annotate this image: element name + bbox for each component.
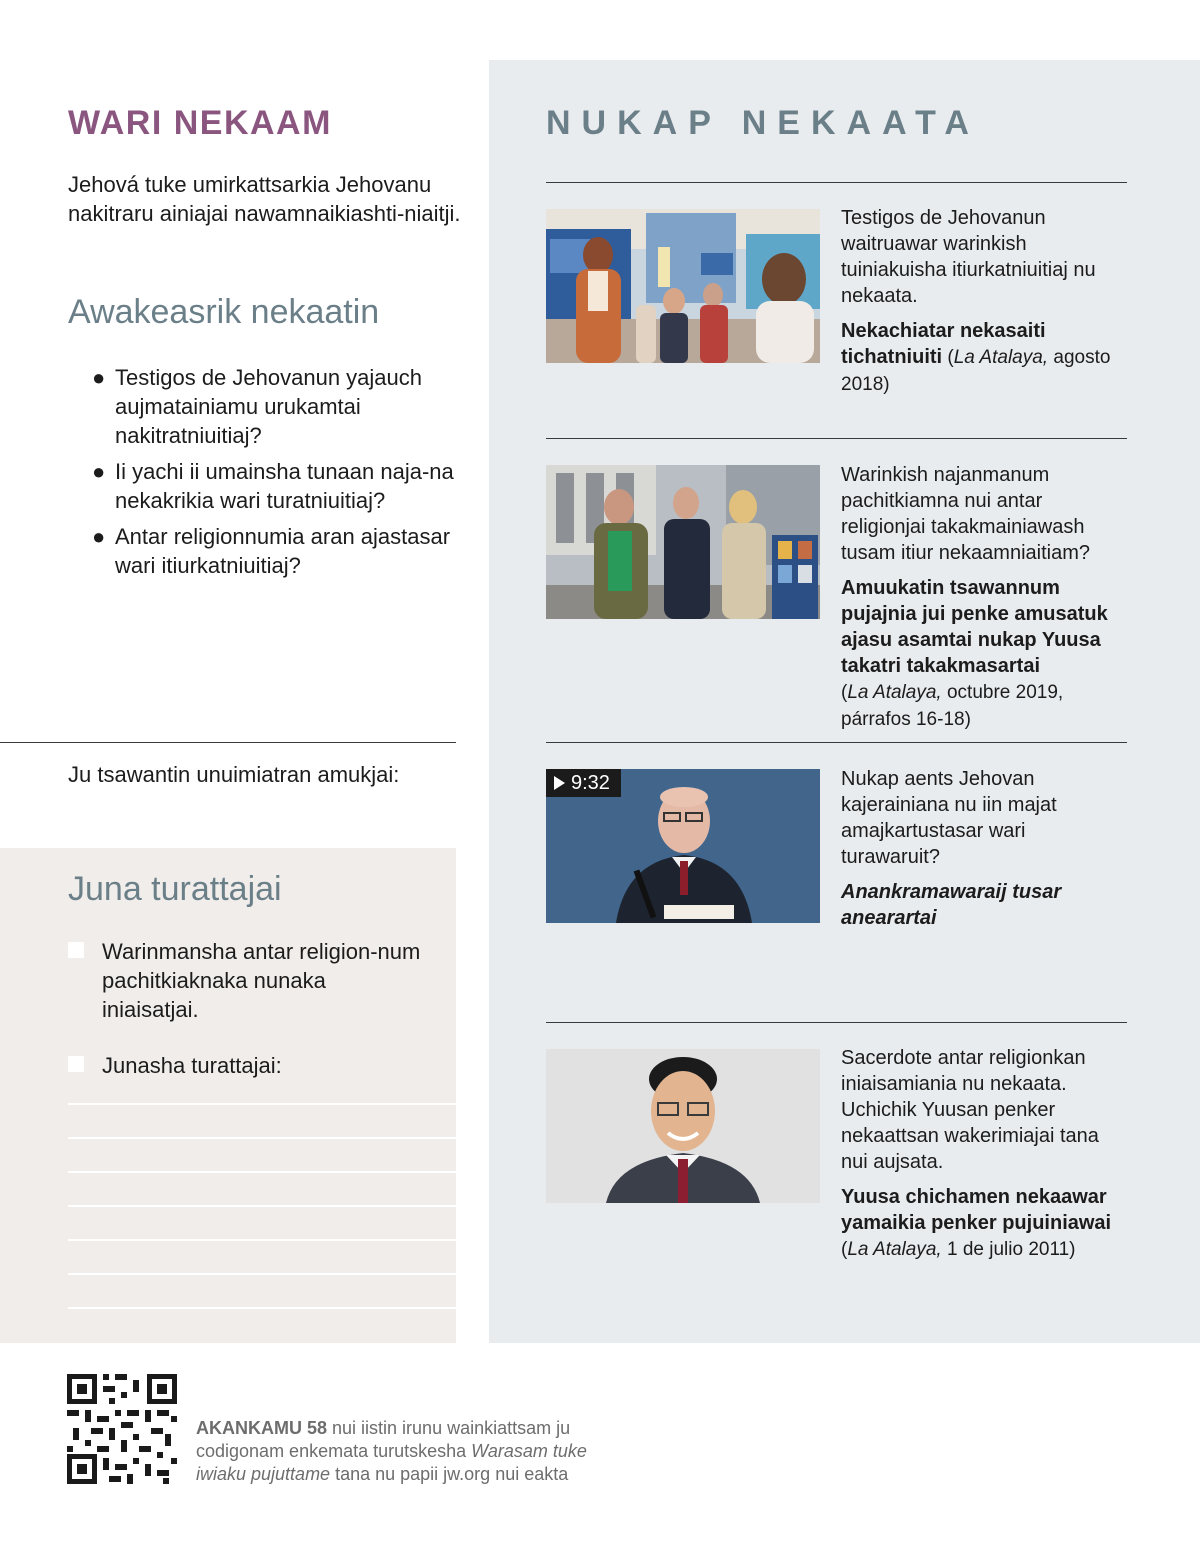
source-title[interactable]: Amuukatin tsawannum pujajnia jui penke amusatuk ajasu asamtai nukap Yuusa takatri takakmasartai xyxy=(841,577,1108,677)
entry-question: Nukap aents Jehovan kajerainiana nu iin majat amajkartustasar wari turawaruit? xyxy=(841,768,1057,868)
footer-note xyxy=(196,1417,636,1486)
write-line[interactable] xyxy=(68,1273,456,1275)
explore-entry xyxy=(841,462,1121,733)
source-citation-rest: agosto 2018) xyxy=(841,347,1111,395)
people-phones-illustration[interactable] xyxy=(546,209,820,363)
bullet-icon: ● xyxy=(92,524,106,549)
todo-item[interactable] xyxy=(68,1051,428,1080)
video-duration-badge[interactable] xyxy=(546,769,621,797)
entry-divider xyxy=(546,1022,1127,1023)
review-heading: Awakeasrik nekaatin xyxy=(68,293,380,331)
review-question-text: Ii yachi ii umainsha tunaan naja-na nekakrikia wari turatniuitiaj? xyxy=(115,459,454,513)
write-line[interactable] xyxy=(68,1103,456,1105)
footer-text-part: tana nu papii jw.org nui eakta xyxy=(330,1464,569,1484)
todo-item[interactable] xyxy=(68,937,428,1024)
review-question xyxy=(88,457,458,515)
footer-book-title: Warasam tuke iwiaku pujuttame xyxy=(196,1441,587,1484)
source-citation-open: ( xyxy=(841,1239,848,1260)
write-line[interactable] xyxy=(68,1239,456,1241)
play-icon[interactable] xyxy=(554,776,565,790)
source-citation-rest: 1 de julio 2011) xyxy=(941,1239,1076,1260)
explore-entry xyxy=(841,766,1121,931)
review-question-text: Antar religionnumia aran ajastasar wari itiurkatniuitiaj? xyxy=(115,524,451,578)
entry-question: Warinkish najanmanum pachitkiamna nui antar religionjai takakmainiawash tusam itiur nekaamniaitiam? xyxy=(841,464,1090,564)
source-citation-open: ( xyxy=(942,347,954,368)
write-line[interactable] xyxy=(68,1137,456,1139)
entry-source[interactable] xyxy=(841,318,1121,398)
footer-lesson-number: AKANKAMU 58 xyxy=(196,1418,328,1438)
review-question xyxy=(88,522,458,580)
entry-source[interactable] xyxy=(841,575,1121,733)
explore-entry xyxy=(841,205,1121,398)
source-citation-open: ( xyxy=(841,682,848,703)
footer-text-part: nui iistin irunu wainkiattsam ju codigonam enkemata turutskesha xyxy=(196,1418,571,1461)
video-duration: 9:32 xyxy=(571,772,610,794)
notes-label: Ju tsawantin unuimiatran amukjai: xyxy=(68,762,400,787)
entry-divider xyxy=(546,182,1127,183)
todo-panel xyxy=(0,848,456,1343)
source-title[interactable]: Nekachiatar nekasaiti tichatniuiti xyxy=(841,320,1046,368)
entry-divider xyxy=(546,438,1127,439)
summary-title: WARI NEKAAM xyxy=(68,104,332,142)
write-line[interactable] xyxy=(68,1205,456,1207)
summary-text: Jehová tuke umirkattsarkia Jehovanu nakitraru ainiajai nawamnaikiashti-niaitji. xyxy=(68,172,461,226)
review-question xyxy=(88,363,458,450)
bullet-icon: ● xyxy=(92,459,106,484)
smiling-man-portrait[interactable] xyxy=(546,1049,820,1203)
write-line[interactable] xyxy=(68,1171,456,1173)
entry-source[interactable] xyxy=(841,1184,1121,1263)
todo-heading: Juna turattajai xyxy=(68,870,282,908)
street-witnessing-photo[interactable] xyxy=(546,465,820,619)
review-question-list xyxy=(88,363,458,587)
bullet-icon: ● xyxy=(92,365,106,390)
video-title[interactable]: Anankramawaraij tusar anearartai xyxy=(841,881,1062,929)
review-question-text: Testigos de Jehovanun yajauch aujmatainiamu urukamtai nakitratniuitiaj? xyxy=(115,365,422,448)
source-publication: La Atalaya, xyxy=(847,682,942,703)
checkbox-icon[interactable] xyxy=(68,942,84,958)
entry-question: Testigos de Jehovanun waitruawar warinkish tuiniakuisha itiurkatniuitiaj nu nekaata. xyxy=(841,207,1096,307)
notes-divider xyxy=(0,742,456,743)
entry-source[interactable] xyxy=(841,879,1121,931)
entry-question: Sacerdote antar religionkan iniaisamiania nu nekaata. Uchichik Yuusan penker nekaattsan wakerimiajai tana nui aujsata. xyxy=(841,1047,1099,1173)
todo-item-text: Junasha turattajai: xyxy=(102,1053,282,1078)
source-publication: La Atalaya, xyxy=(847,1239,942,1260)
write-line[interactable] xyxy=(68,1307,456,1309)
source-citation-rest: octubre 2019, párrafos 16-18) xyxy=(841,682,1064,730)
explore-title: NUKAP NEKAATA xyxy=(546,104,980,142)
checkbox-icon[interactable] xyxy=(68,1056,84,1072)
todo-item-text: Warinmansha antar religion-num pachitkiaknaka nunaka iniaisatjai. xyxy=(102,939,421,1022)
source-publication: La Atalaya, xyxy=(953,347,1049,368)
explore-entry xyxy=(841,1045,1121,1263)
source-title[interactable]: Yuusa chichamen nekaawar yamaikia penker pujuiniawai xyxy=(841,1186,1112,1234)
qr-code-icon[interactable] xyxy=(67,1374,177,1484)
entry-divider xyxy=(546,742,1127,743)
